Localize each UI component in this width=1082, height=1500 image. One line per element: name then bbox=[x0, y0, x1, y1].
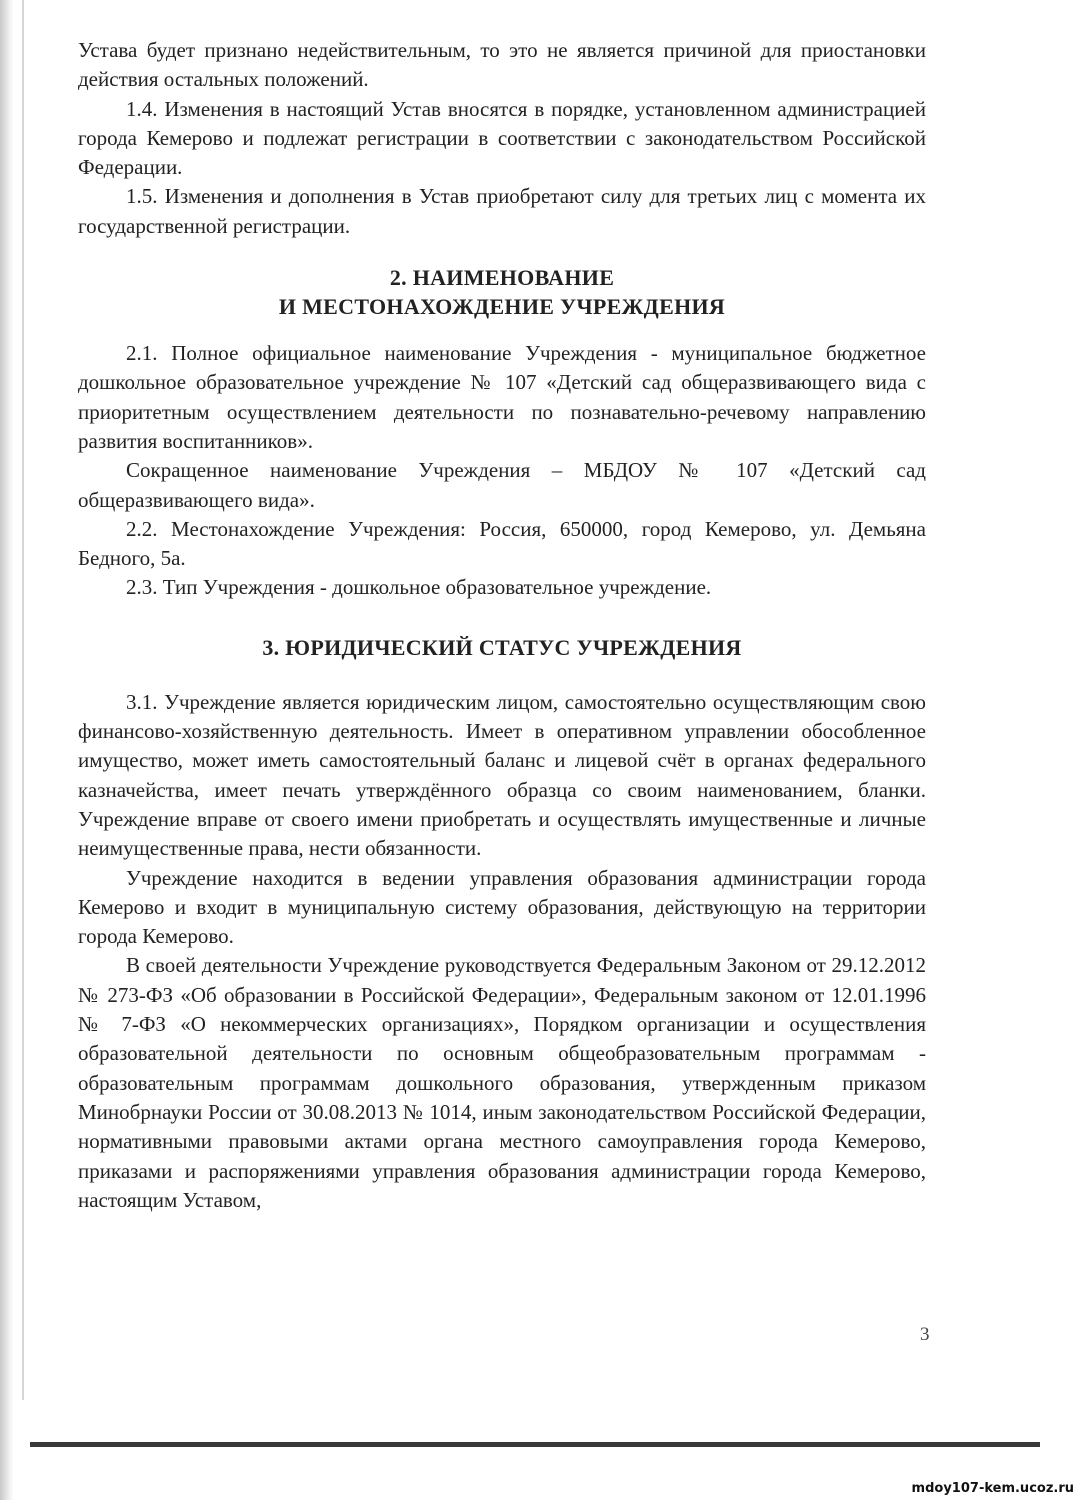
document-page bbox=[78, 36, 926, 1215]
paragraph-legal-basis: В своей деятельности Учреждение руководствуется Федеральным Законом от 29.12.2012 № 273-ФЗ «Об образовании в Российской Федерации», Федеральным законом от 12.01.1996 № 7-ФЗ «О некоммерческих организациях», Порядком организации и осуществления образовательной деятельности по основным общеобразовательным программам - образовательным программам дошкольного образования, утвержденным приказом Минобрнауки России от 30.08.2013 № 1014, иным законодательством Российской Федерации, нормативными правовыми актами органа местного самоуправления города Кемерово, приказами и распоряжениями управления образования администрации города Кемерово, настоящим Уставом, bbox=[78, 953, 926, 1212]
paragraph-continuation: Устава будет признано недействительным, то это не является причиной для приостановки действия остальных положений. bbox=[78, 38, 926, 92]
section-2-heading-line1: 2. НАИМЕНОВАНИЕ bbox=[389, 265, 615, 291]
section-2-heading bbox=[78, 263, 926, 321]
paragraph-1-5: 1.5. Изменения и дополнения в Устав приобретают силу для третьих лиц с момента их государственной регистрации. bbox=[78, 184, 926, 238]
paragraph-3-1: 3.1. Учреждение является юридическим лицом, самостоятельно осуществляющим свою финансово-хозяйственную деятельность. Имеет в оперативном управлении обособленное имущество, может иметь самостоятельный баланс и лицевой счёт в органах федерального казначейства, имеет печать утверждённого образца со своим наименованием, бланки. Учреждение вправе от своего имени приобретать и осуществлять имущественные и личные неимущественные права, нести обязанности. bbox=[78, 689, 926, 861]
watermark: mdoy107-kem.ucoz.ru bbox=[911, 1481, 1074, 1496]
section-2-heading-line2: И МЕСТОНАХОЖДЕНИЕ УЧРЕЖДЕНИЯ bbox=[278, 294, 726, 320]
paragraph-subordination: Учреждение находится в ведении управления образования администрации города Кемерово и входит в муниципальную систему образования, действующую на территории города Кемерово. bbox=[78, 865, 926, 949]
section-3-heading: 3. ЮРИДИЧЕСКИЙ СТАТУС УЧРЕЖДЕНИЯ bbox=[262, 634, 742, 660]
scan-bottom-edge bbox=[30, 1442, 1040, 1447]
page-number: 3 bbox=[920, 1324, 930, 1345]
paragraph-short-name: Сокращенное наименование Учреждения – МБДОУ № 107 «Детский сад общеразвивающего вида». bbox=[78, 458, 926, 512]
scan-edge-line bbox=[22, 0, 24, 1400]
scan-edge bbox=[0, 0, 14, 1500]
paragraph-2-3: 2.3. Тип Учреждения - дошкольное образовательное учреждение. bbox=[126, 575, 712, 600]
paragraph-2-1: 2.1. Полное официальное наименование Учреждения - муниципальное бюджетное дошкольное образовательное учреждение № 107 «Детский сад общеразвивающего вида с приоритетным осуществлением деятельности по познавательно-речевому направлению развития воспитанников». bbox=[78, 341, 926, 453]
paragraph-2-2: 2.2. Местонахождение Учреждения: Россия, 650000, город Кемерово, ул. Демьяна Бедного, 5а. bbox=[78, 516, 926, 571]
paragraph-1-4: 1.4. Изменения в настоящий Устав вносятся в порядке, установленном администрацией города Кемерово и подлежат регистрации в соответствии с законодательством Российской Федерации. bbox=[78, 96, 926, 180]
